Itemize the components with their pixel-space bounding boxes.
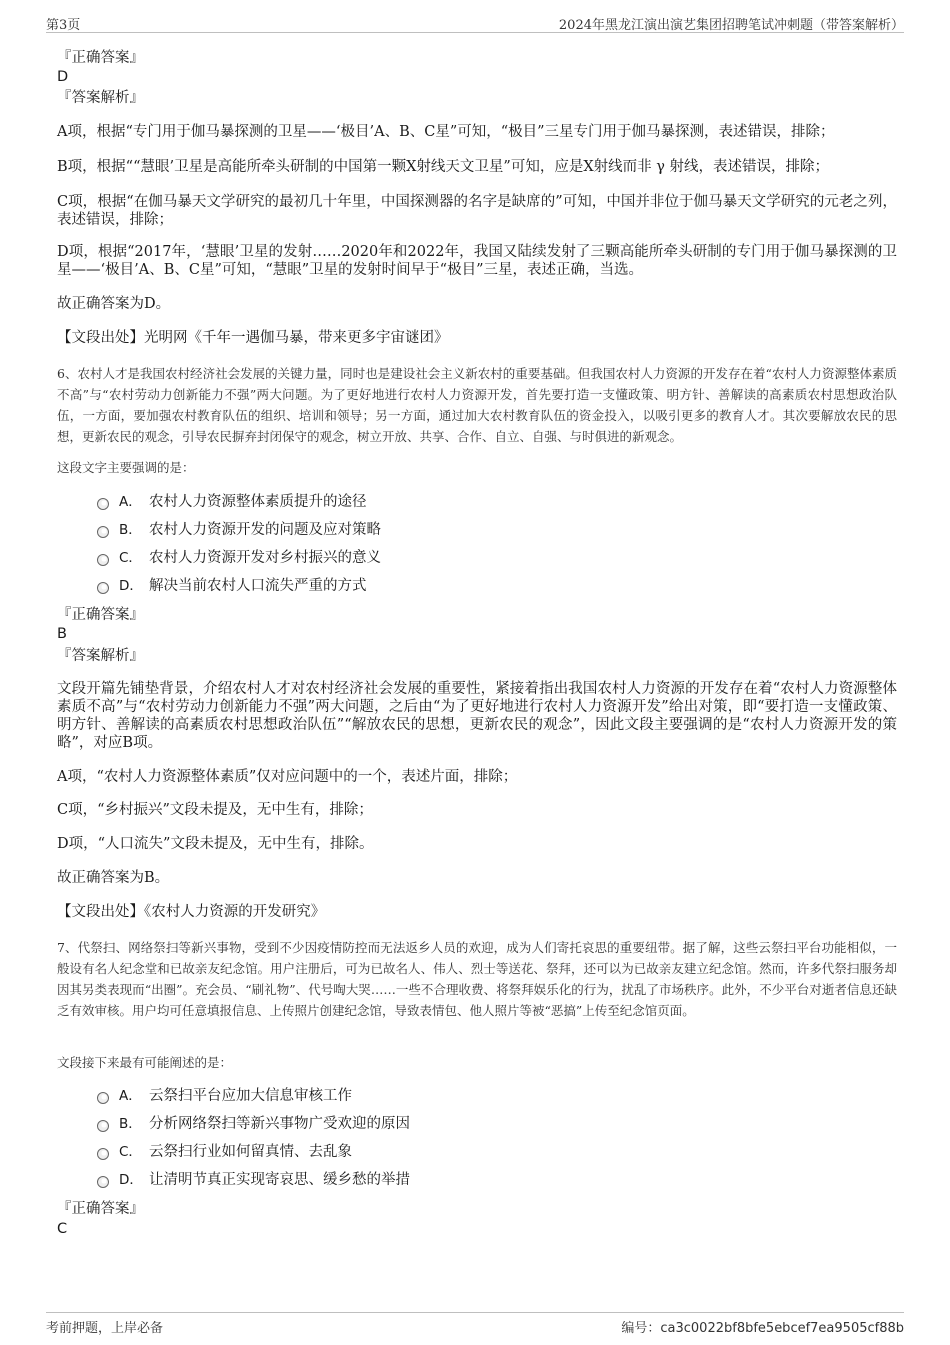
option-a[interactable]: A． 云祭扫平台应加大信息审核工作	[95, 1085, 352, 1107]
radio-icon[interactable]	[97, 498, 109, 510]
source-citation: 【文段出处】《农村人力资源的开发研究》	[57, 904, 326, 920]
analysis-paragraph: A项，根据“专门用于伽马暴探测的卫星——‘极目’A、B、C星”可知，“极目”三星专门用于伽马暴探测，表述错误，排除；	[57, 124, 835, 140]
analysis-paragraph: C项，根据“在伽马暴天文学研究的最初几十年里，中国探测器的名字是缺席的”可知，中国并非位于伽马暴天文学研究的元老之列，表述错误，排除；	[57, 194, 897, 228]
page-header	[46, 12, 904, 33]
option-b[interactable]: B． 农村人力资源开发的问题及应对策略	[95, 519, 381, 541]
answer-label: 『正确答案』	[57, 1201, 144, 1217]
question-7-text: 7、代祭扫、网络祭扫等新兴事物，受到不少因疫情防控而无法返乡人员的欢迎，成为人们寄托哀思的重要纽带。据了解，这些云祭扫平台功能相似，一般设有名人纪念堂和已故亲友纪念馆。用户注册后，可为已故名人、伟人、烈士等送花、祭拜，还可以为已故亲友建立纪念馆。然而，许多代祭扫服务却因其另类表现而“出圈”。充会员、“刷礼物”、代号啕大哭……一些不合理收费、将祭拜娱乐化的行为，扰乱了市场秩序。此外，不少平台对逝者信息还缺乏有效审核。用户均可任意填报信息、上传照片创建纪念馆，导致表情包、他人照片等被“恶搞”上传至纪念馆页面。	[57, 940, 897, 1018]
option-d[interactable]: D． 让清明节真正实现寄哀思、缓乡愁的举措	[95, 1169, 410, 1191]
radio-icon[interactable]	[97, 1176, 109, 1188]
document-code: 编号：ca3c0022bf8bfe5ebcef7ea9505cf88b	[621, 1321, 904, 1336]
answer-value: C	[57, 1221, 68, 1237]
question-6-text: 6、农村人才是我国农村经济社会发展的关键力量，同时也是建设社会主义新农村的重要基础。但我国农村人力资源的开发存在着“农村人力资源整体素质不高”与“农村劳动力创新能力不强”两大问题。为了更好地进行农村人力资源开发，首先要打造一支懂政策、明方针、善解读的高素质农村思想政治队伍，一方面，要加强农村教育队伍的组织、培训和领导；另一方面，通过加大农村教育队伍的资金投入，以吸引更多的教育人才。其次要解放农民的思想，更新农民的观念，引导农民摒弃封闭保守的观念，树立开放、共享、合作、自立、自强、与时俱进的新观念。	[57, 366, 897, 444]
page-footer	[46, 1312, 904, 1337]
question-7-prompt: 文段接下来最有可能阐述的是：	[57, 1055, 233, 1070]
radio-icon[interactable]	[97, 1092, 109, 1104]
answer-value: B	[57, 626, 67, 642]
analysis-paragraph: 文段开篇先铺垫背景，介绍农村人才对农村经济社会发展的重要性，紧接着指出我国农村人力资源的开发存在着“农村人力资源整体素质不高”与“农村劳动力创新能力不强”两大问题，之后由“为了更好地进行农村人力资源开发”给出对策，即“要打造一支懂政策、明方针、善解读的高素质农村思想政治队伍”“解放农民的思想，更新农民的观念”，因此文段主要强调的是“农村人力资源开发的策略”，对应B项。	[57, 681, 897, 751]
analysis-conclusion: 故正确答案为D。	[57, 296, 171, 312]
question-6-prompt: 这段文字主要强调的是：	[57, 460, 195, 475]
analysis-paragraph: A项，“农村人力资源整体素质”仅对应问题中的一个，表述片面，排除；	[57, 769, 518, 785]
analysis-conclusion: 故正确答案为B。	[57, 870, 170, 886]
radio-icon[interactable]	[97, 582, 109, 594]
analysis-paragraph: B项，根据““慧眼’卫星是高能所牵头研制的中国第一颗X射线天文卫星”可知，应是X射线而非 γ 射线，表述错误，排除；	[57, 159, 830, 175]
radio-icon[interactable]	[97, 554, 109, 566]
document-title: 2024年黑龙江演出演艺集团招聘笔试冲刺题（带答案解析）	[558, 18, 904, 33]
radio-icon[interactable]	[97, 526, 109, 538]
source-citation: 【文段出处】光明网《千年一遇伽马暴，带来更多宇宙谜团》	[57, 330, 449, 346]
analysis-paragraph: C项，“乡村振兴”文段未提及，无中生有，排除；	[57, 802, 373, 818]
analysis-paragraph: D项，根据“2017年，‘慧眼’卫星的发射……2020年和2022年，我国又陆续发射了三颗高能所牵头研制的专门用于伽马暴探测的卫星——‘极目’A、B、C星”可知，“慧眼”卫星的发射时间早于“极目”三星，表述正确，当选。	[57, 244, 897, 278]
option-a[interactable]: A． 农村人力资源整体素质提升的途径	[95, 491, 367, 513]
option-b[interactable]: B． 分析网络祭扫等新兴事物广受欢迎的原因	[95, 1113, 410, 1135]
answer-label: 『正确答案』	[57, 50, 144, 66]
radio-icon[interactable]	[97, 1148, 109, 1160]
page-number: 第3页	[46, 18, 81, 33]
answer-label: 『正确答案』	[57, 607, 144, 623]
radio-icon[interactable]	[97, 1120, 109, 1132]
analysis-paragraph: D项，“人口流失”文段未提及，无中生有，排除。	[57, 836, 374, 852]
option-c[interactable]: C． 云祭扫行业如何留真情、去乱象	[95, 1141, 352, 1163]
option-d[interactable]: D． 解决当前农村人口流失严重的方式	[95, 575, 367, 597]
answer-value: D	[57, 69, 69, 85]
analysis-label: 『答案解析』	[57, 648, 144, 664]
analysis-label: 『答案解析』	[57, 90, 144, 106]
footer-slogan: 考前押题，上岸必备	[46, 1321, 164, 1336]
option-c[interactable]: C． 农村人力资源开发对乡村振兴的意义	[95, 547, 381, 569]
